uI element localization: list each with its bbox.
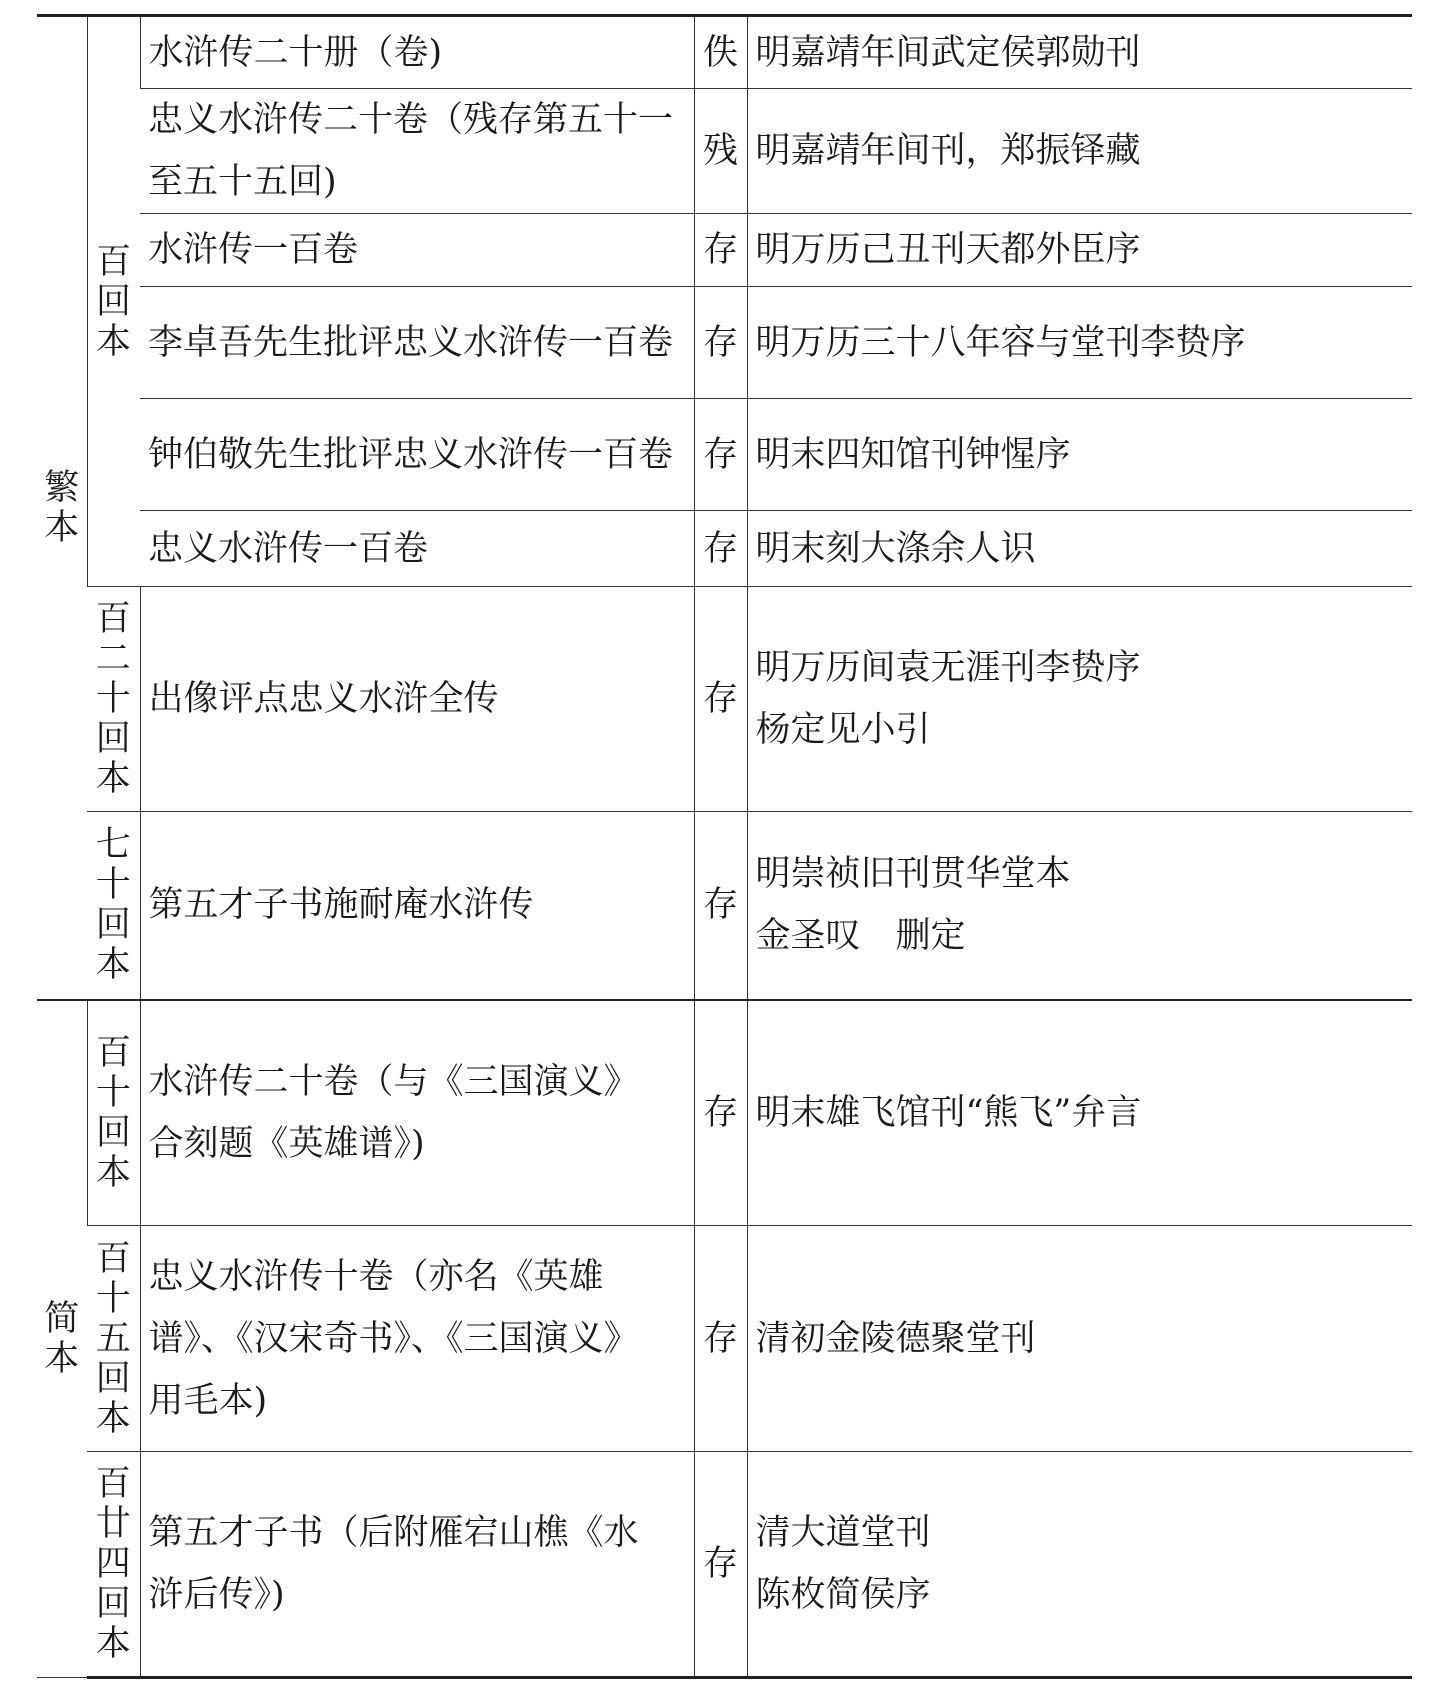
note-line: 明末刻大涤余人识	[755, 528, 1036, 569]
table-row	[37, 214, 1412, 287]
edition-note	[747, 214, 1412, 287]
subgroup-label-text: 百十回本	[95, 1032, 131, 1193]
table-row	[37, 399, 1412, 511]
title-line: 水浒传一百卷	[148, 230, 359, 270]
table-row	[37, 587, 1412, 812]
table-row	[37, 812, 1412, 1000]
edition-status: 存	[694, 1452, 747, 1678]
subgroup-label-70	[87, 812, 140, 1000]
title-line: 钟伯敬先生批评忠义水浒传一百卷	[148, 434, 674, 475]
edition-title	[140, 1226, 694, 1452]
edition-status: 佚	[694, 16, 747, 89]
note-line: 明万历己丑刊天都外臣序	[755, 230, 1141, 270]
edition-note	[747, 812, 1412, 1000]
edition-status: 存	[694, 399, 747, 511]
subgroup-label-120	[87, 587, 140, 812]
edition-title	[140, 1000, 694, 1226]
edition-title	[140, 587, 694, 812]
edition-title	[140, 812, 694, 1000]
table-row	[37, 16, 1412, 89]
subgroup-label-text: 百廿四回本	[95, 1464, 131, 1664]
title-line: 忠义水浒传十卷（亦名《英雄	[148, 1256, 604, 1297]
edition-status: 存	[694, 287, 747, 399]
note-line: 明崇祯旧刊贯华堂本	[755, 854, 1071, 895]
title-line: 水浒传二十卷（与《三国演义》	[148, 1061, 639, 1102]
edition-status: 存	[694, 1226, 747, 1452]
edition-note	[747, 587, 1412, 812]
title-line: 水浒传二十册（卷)	[148, 32, 443, 73]
title-line: 谱》、《汉宋奇书》、《三国演义》	[148, 1318, 639, 1359]
edition-status: 存	[694, 812, 747, 1000]
note-line: 清大道堂刊	[755, 1513, 931, 1553]
subgroup-label-text: 百回本	[95, 241, 131, 362]
edition-note	[747, 399, 1412, 511]
edition-note	[747, 1000, 1412, 1226]
title-line: 至五十五回)	[148, 162, 337, 202]
title-line: 出像评点忠义水浒全传	[148, 679, 499, 719]
note-line: 金圣叹 删定	[755, 916, 966, 957]
edition-note	[747, 511, 1412, 587]
edition-note	[747, 287, 1412, 399]
editions-table	[37, 14, 1412, 1679]
editions-table-container	[37, 14, 1412, 1679]
note-line: 明嘉靖年间刊，郑振铎藏	[755, 131, 1141, 171]
table-row	[37, 89, 1412, 214]
subgroup-label-text: 七十回本	[95, 825, 131, 986]
edition-status: 残	[694, 89, 747, 214]
edition-title	[140, 16, 694, 89]
table-row	[37, 1226, 1412, 1452]
edition-note	[747, 16, 1412, 89]
subgroup-label-110	[87, 1000, 140, 1226]
edition-status: 存	[694, 1000, 747, 1226]
title-line: 忠义水浒传一百卷	[148, 528, 429, 569]
subgroup-label-124	[87, 1452, 140, 1678]
title-line: 用毛本)	[148, 1380, 268, 1421]
title-line: 第五才子书（后附雁宕山樵《水	[148, 1513, 639, 1553]
title-line: 忠义水浒传二十卷（残存第五十一	[148, 100, 674, 140]
note-line: 明末雄飞馆刊“熊飞”弁言	[755, 1092, 1142, 1133]
title-line: 李卓吾先生批评忠义水浒传一百卷	[148, 322, 674, 363]
edition-note	[747, 89, 1412, 214]
subgroup-label-100	[87, 16, 140, 587]
group-label-text: 简本	[44, 1298, 80, 1379]
edition-title	[140, 287, 694, 399]
note-line: 明万历三十八年容与堂刊李贽序	[755, 322, 1246, 363]
edition-title	[140, 511, 694, 587]
subgroup-label-115	[87, 1226, 140, 1452]
table-row	[37, 1452, 1412, 1678]
table-row	[37, 511, 1412, 587]
table-row	[37, 1000, 1412, 1226]
table-row	[37, 287, 1412, 399]
edition-title	[140, 399, 694, 511]
edition-title	[140, 214, 694, 287]
subgroup-label-text: 百十五回本	[95, 1238, 131, 1439]
note-line: 明嘉靖年间武定侯郭勋刊	[755, 32, 1141, 73]
note-line: 明末四知馆刊钟惺序	[755, 434, 1071, 475]
group-label-jianben	[37, 1000, 87, 1678]
note-line: 清初金陵德聚堂刊	[755, 1318, 1036, 1359]
group-label-fanben	[37, 16, 87, 1000]
edition-status: 存	[694, 587, 747, 812]
group-label-text: 繁本	[44, 467, 80, 548]
edition-note	[747, 1226, 1412, 1452]
subgroup-label-text: 百二十回本	[95, 599, 131, 799]
note-line: 明万历间袁无涯刊李贽序	[755, 648, 1141, 688]
title-line: 第五才子书施耐庵水浒传	[148, 885, 534, 926]
edition-status: 存	[694, 511, 747, 587]
title-line: 浒后传》)	[148, 1575, 285, 1615]
note-line: 陈枚简侯序	[755, 1575, 931, 1615]
edition-note	[747, 1452, 1412, 1678]
edition-title	[140, 89, 694, 214]
note-line: 杨定见小引	[755, 710, 931, 750]
edition-title	[140, 1452, 694, 1678]
edition-status: 存	[694, 214, 747, 287]
title-line: 合刻题《英雄谱》)	[148, 1123, 425, 1164]
